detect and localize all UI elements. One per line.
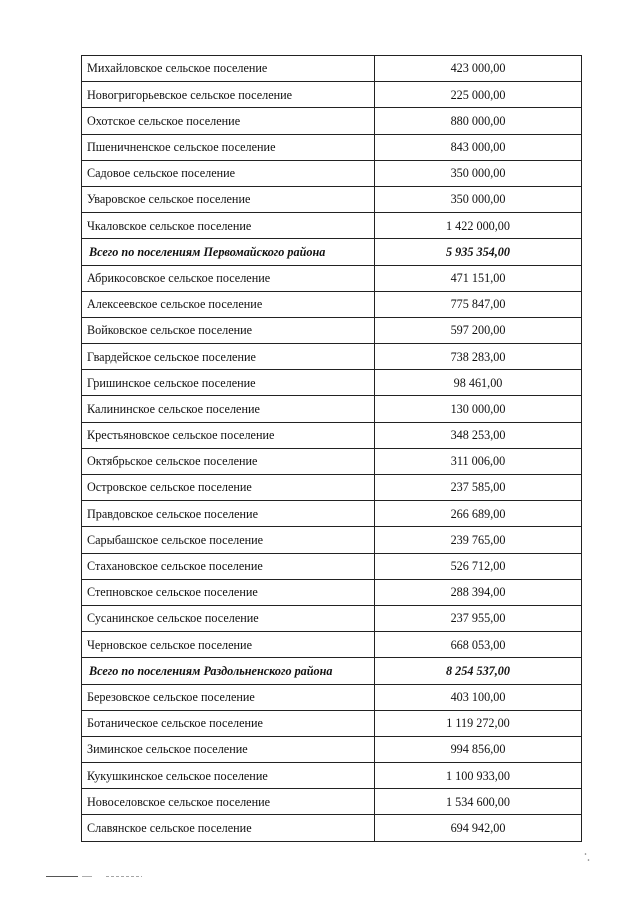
settlement-name-cell: Правдовское сельское поселение (82, 501, 375, 527)
settlement-name-cell: Островское сельское поселение (82, 475, 375, 501)
table-row (82, 684, 582, 710)
settlement-name-cell: Новоселовское сельское поселение (82, 789, 375, 815)
table-row (82, 108, 582, 134)
settlement-name-cell: Новогригорьевское сельское поселение (82, 82, 375, 108)
amount-cell: 775 847,00 (375, 291, 582, 317)
settlement-name-cell: Калининское сельское поселение (82, 396, 375, 422)
table-row (82, 736, 582, 762)
amount-cell: 597 200,00 (375, 317, 582, 343)
amount-cell: 694 942,00 (375, 815, 582, 841)
settlement-name-cell: Всего по поселениям Раздольненского района (82, 658, 375, 684)
settlement-name-cell: Пшеничненское сельское поселение (82, 134, 375, 160)
table-row (82, 710, 582, 736)
settlement-name-cell: Гвардейское сельское поселение (82, 344, 375, 370)
settlement-name-cell: Сусанинское сельское поселение (82, 605, 375, 631)
table-row (82, 82, 582, 108)
table-row (82, 553, 582, 579)
settlement-name-cell: Октябрьское сельское поселение (82, 448, 375, 474)
settlement-name-cell: Уваровское сельское поселение (82, 186, 375, 212)
table-row (82, 186, 582, 212)
settlement-name-cell: Всего по поселениям Первомайского района (82, 239, 375, 265)
table-row (82, 344, 582, 370)
settlement-name-cell: Чкаловское сельское поселение (82, 213, 375, 239)
amount-cell: 668 053,00 (375, 632, 582, 658)
table-row (82, 632, 582, 658)
amount-cell: 130 000,00 (375, 396, 582, 422)
amount-cell: 98 461,00 (375, 370, 582, 396)
table-row (82, 763, 582, 789)
table-row (82, 396, 582, 422)
amount-cell: 8 254 537,00 (375, 658, 582, 684)
table-row (82, 605, 582, 631)
settlement-name-cell: Ботаническое сельское поселение (82, 710, 375, 736)
table-row (82, 527, 582, 553)
table-row (82, 134, 582, 160)
settlement-name-cell: Гришинское сельское поселение (82, 370, 375, 396)
amount-cell: 738 283,00 (375, 344, 582, 370)
table-row (82, 160, 582, 186)
total-row (82, 658, 582, 684)
amount-cell: 237 955,00 (375, 605, 582, 631)
table-body (82, 56, 582, 842)
amount-cell: 423 000,00 (375, 56, 582, 82)
settlement-name-cell: Абрикосовское сельское поселение (82, 265, 375, 291)
table-row (82, 789, 582, 815)
table-row (82, 422, 582, 448)
amount-cell: 225 000,00 (375, 82, 582, 108)
amount-cell: 237 585,00 (375, 475, 582, 501)
table-row (82, 475, 582, 501)
amount-cell: 1 534 600,00 (375, 789, 582, 815)
amount-cell: 1 100 933,00 (375, 763, 582, 789)
table-row (82, 317, 582, 343)
amount-cell: 471 151,00 (375, 265, 582, 291)
total-row (82, 239, 582, 265)
settlement-name-cell: Садовое сельское поселение (82, 160, 375, 186)
table-row (82, 579, 582, 605)
table-row (82, 265, 582, 291)
amount-cell: 5 935 354,00 (375, 239, 582, 265)
table-row (82, 370, 582, 396)
amount-cell: 994 856,00 (375, 736, 582, 762)
amount-cell: 266 689,00 (375, 501, 582, 527)
table-row (82, 56, 582, 82)
amount-cell: 311 006,00 (375, 448, 582, 474)
amount-cell: 348 253,00 (375, 422, 582, 448)
settlement-name-cell: Михайловское сельское поселение (82, 56, 375, 82)
amount-cell: 350 000,00 (375, 186, 582, 212)
amount-cell: 239 765,00 (375, 527, 582, 553)
amount-cell: 880 000,00 (375, 108, 582, 134)
settlement-name-cell: Черновское сельское поселение (82, 632, 375, 658)
settlement-name-cell: Крестьяновское сельское поселение (82, 422, 375, 448)
scan-dots (584, 852, 590, 862)
settlement-name-cell: Алексеевское сельское поселение (82, 291, 375, 317)
settlement-name-cell: Стахановское сельское поселение (82, 553, 375, 579)
amount-cell: 288 394,00 (375, 579, 582, 605)
amount-cell: 526 712,00 (375, 553, 582, 579)
table-row (82, 448, 582, 474)
settlement-name-cell: Охотское сельское поселение (82, 108, 375, 134)
amount-cell: 1 119 272,00 (375, 710, 582, 736)
table-row (82, 213, 582, 239)
table-row (82, 815, 582, 841)
amount-cell: 403 100,00 (375, 684, 582, 710)
settlement-name-cell: Зиминское сельское поселение (82, 736, 375, 762)
amount-cell: 1 422 000,00 (375, 213, 582, 239)
settlement-name-cell: Березовское сельское поселение (82, 684, 375, 710)
amount-cell: 843 000,00 (375, 134, 582, 160)
settlement-name-cell: Войковское сельское поселение (82, 317, 375, 343)
settlement-name-cell: Сарыбашское сельское поселение (82, 527, 375, 553)
table-row (82, 501, 582, 527)
settlement-name-cell: Славянское сельское поселение (82, 815, 375, 841)
footer-scan-mark (46, 875, 142, 878)
table-row (82, 291, 582, 317)
settlement-name-cell: Степновское сельское поселение (82, 579, 375, 605)
settlements-funding-table (81, 55, 582, 842)
settlement-name-cell: Кукушкинское сельское поселение (82, 763, 375, 789)
amount-cell: 350 000,00 (375, 160, 582, 186)
